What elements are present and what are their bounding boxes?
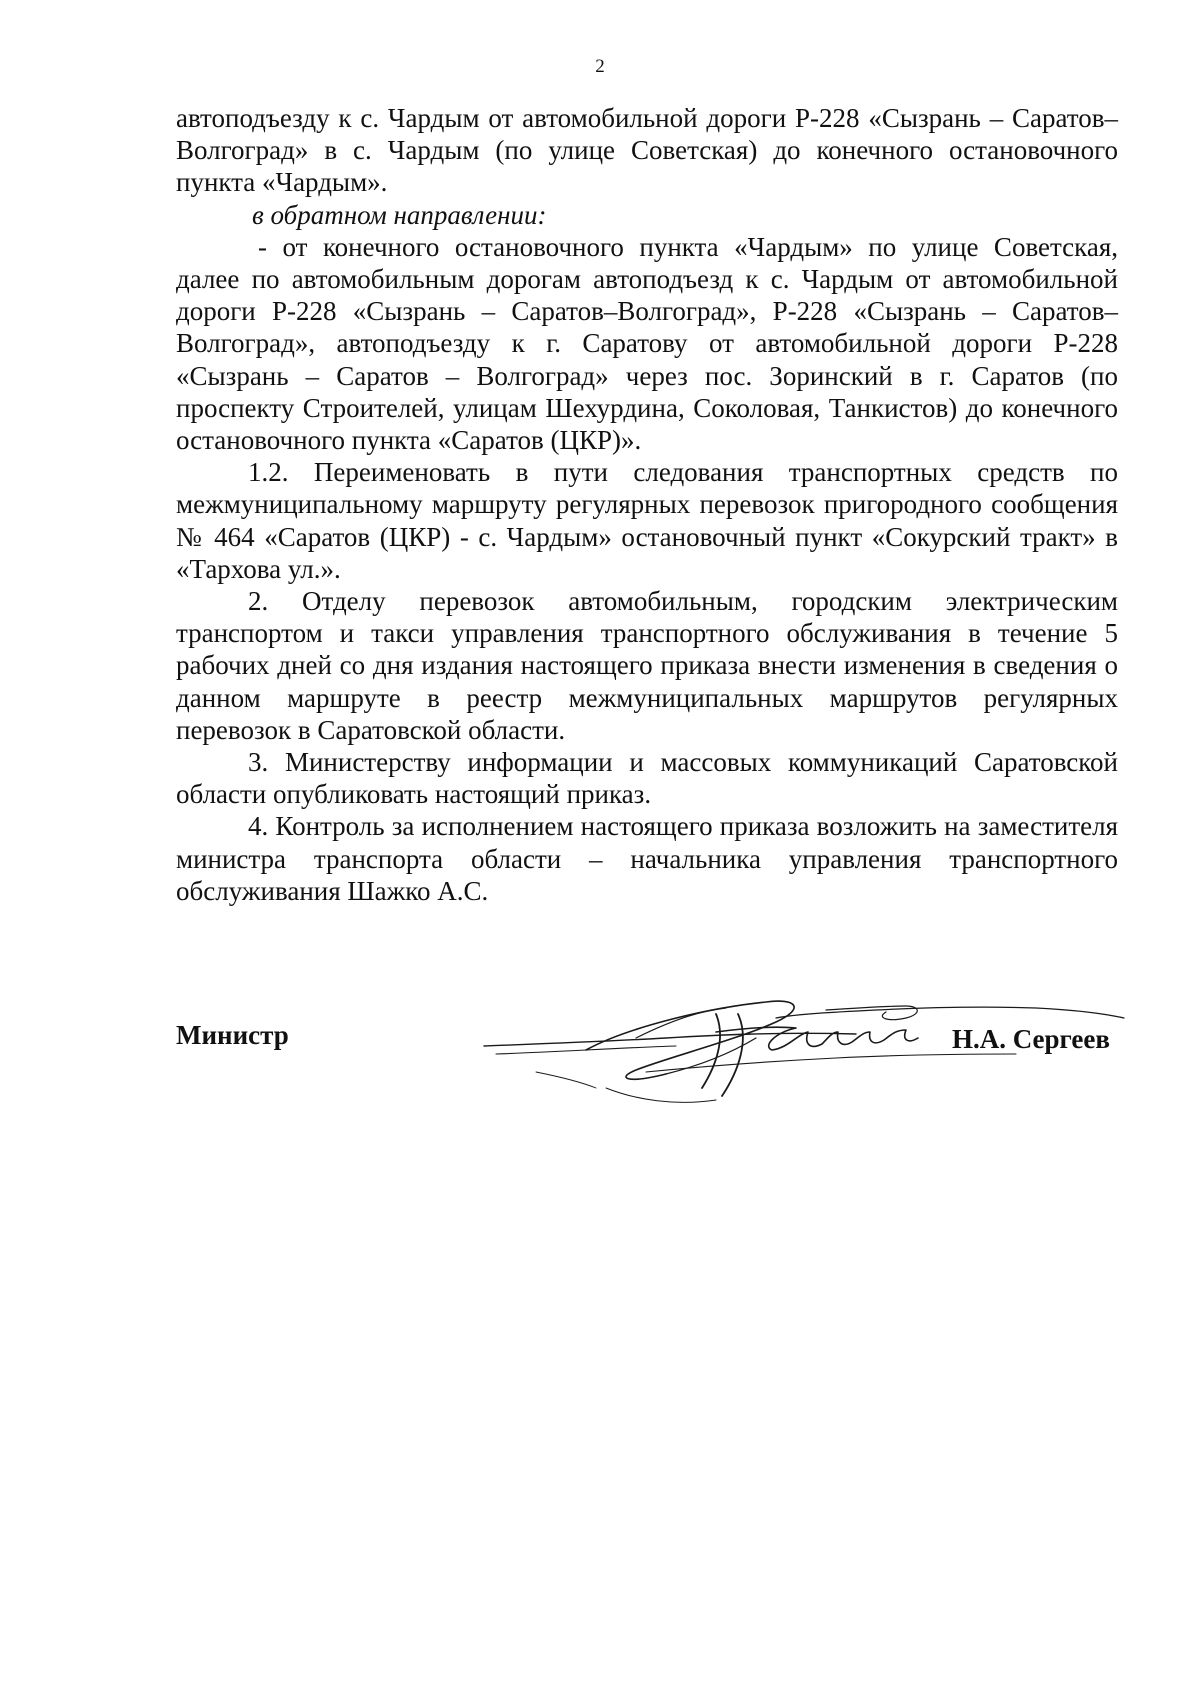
- return-direction-colon: :: [537, 199, 547, 230]
- handwritten-signature: [476, 988, 1136, 1128]
- paragraph-2-registry-update: 2. Отделу перевозок автомобильным, городским электрическим транспортом и такси управления транспортного обслуживания в течение 5 рабочих дней со дня издания настоящего приказа внести изменения в сведения о данном маршруте в реестр межмуниципальных маршрутов регулярных перевозок в Саратовской области.: [176, 586, 1118, 745]
- paragraph-route-forward-end: автоподъезду к с. Чардым от автомобильной дороги Р-228 «Сызрань – Саратов–Волгоград» в с. Чардым (по улице Советская) до конечного остановочного пункта «Чардым».: [176, 103, 1118, 198]
- signatory-title: Министр: [176, 1020, 289, 1050]
- paragraph-return-direction-heading: [176, 199, 1118, 231]
- page-number: 2: [595, 56, 605, 77]
- return-direction-label: в обратном направлении: [252, 199, 538, 230]
- paragraph-route-return: - от конечного остановочного пункта «Чардым» по улице Советская, далее по автомобильным дорогам автоподъезд к с. Чардым от автомобильной дороги Р-228 «Сызрань – Саратов–Волгоград», Р-228 «Сызрань – Саратов–Волгоград», автоподъезду к г. Саратову от автомобильной дороги Р-228 «Сызрань – Саратов – Волгоград» через пос. Зоринский в г. Саратов (по проспекту Строителей, улицам Шехурдина, Соколовая, Танкистов) до конечного остановочного пункта «Саратов (ЦКР)».: [176, 231, 1118, 456]
- paragraph-1-2-rename-stop: 1.2. Переименовать в пути следования транспортных средств по межмуниципальному маршруту регулярных перевозок пригородного сообщения № 464 «Саратов (ЦКР) - с. Чардым» остановочный пункт «Сокурский тракт» в «Тархова ул.».: [176, 457, 1118, 584]
- paragraph-4-control: 4. Контроль за исполнением настоящего приказа возложить на заместителя министра транспорта области – начальника управления транспортного обслуживания Шажко А.С.: [176, 811, 1118, 906]
- document-body: [176, 102, 1118, 907]
- signature-block: [176, 1012, 1118, 1132]
- paragraph-3-publication: 3. Министерству информации и массовых коммуникаций Саратовской области опубликовать настоящий приказ.: [176, 747, 1118, 810]
- signatory-name: Н.А. Сергеев: [951, 1024, 1110, 1054]
